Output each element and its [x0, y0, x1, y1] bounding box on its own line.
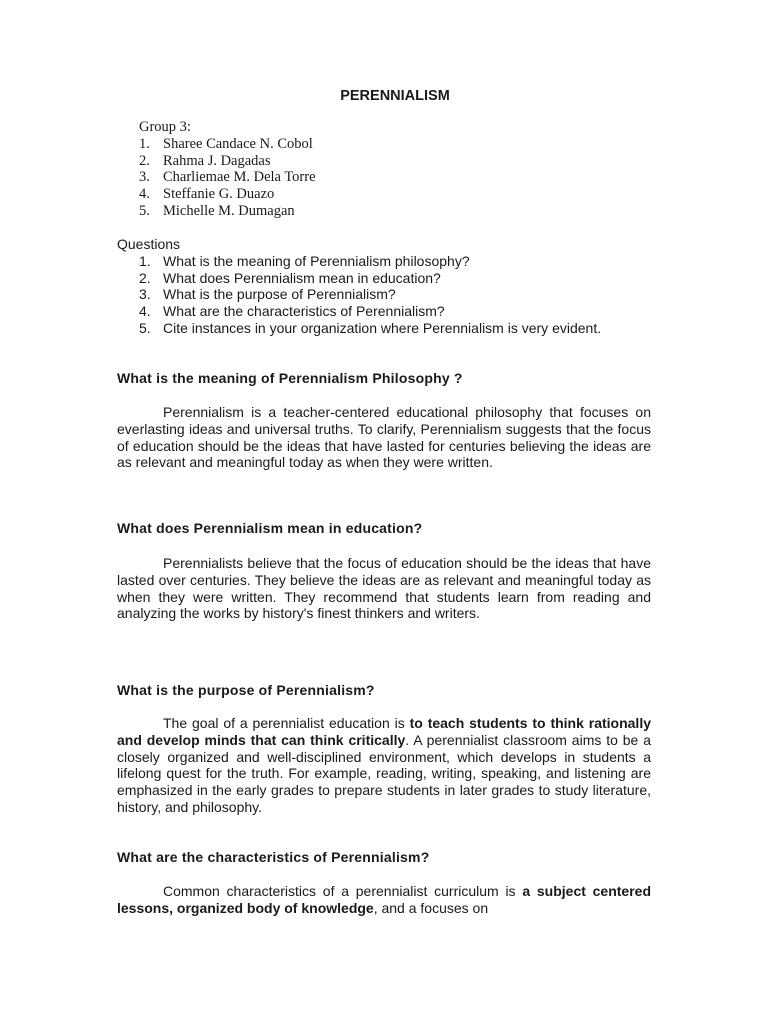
section-body-meaning [117, 404, 651, 471]
group-member [139, 186, 316, 203]
section-body-education [117, 555, 651, 622]
member-number: 4. [139, 186, 150, 203]
member-name: Steffanie G. Duazo [163, 186, 275, 203]
body-text-bold: a subject centered lessons, organized body of knowledge [117, 883, 652, 916]
question-text: What is the purpose of Perennialism? [163, 286, 396, 303]
section-body-characteristics [117, 883, 651, 917]
question-text: What is the meaning of Perennialism philosophy? [163, 252, 470, 269]
question-text: What does Perennialism mean in education? [163, 269, 441, 286]
member-name: Sharee Candace N. Cobol [163, 135, 313, 152]
question-number: 4. [139, 303, 151, 320]
body-text-post: . A perennialist classroom aims to be a closely organized and well-disciplined environment, which develops in students a lifelong quest for the truth. For example, reading, writing, speaking, and listening are emphasized in the early grades to prepare students in later grades to study literature, history, and philosophy. [117, 731, 651, 815]
question-number: 3. [139, 286, 151, 303]
question-item [117, 270, 601, 287]
question-item [117, 286, 601, 303]
question-text: What are the characteristics of Perennialism? [163, 303, 445, 320]
group-block [139, 119, 316, 220]
questions-label: Questions [117, 236, 181, 252]
question-item [117, 303, 601, 320]
member-number: 3. [139, 169, 150, 186]
body-text: Perennialism is a teacher-centered educational philosophy that focuses on everlasting ideas and universal truths. To clarify, Perennialism suggests that the focus of education should be the ideas that have lasted for centuries believing the ideas are as relevant and meaningful today as when they were written. [117, 404, 651, 471]
member-number: 2. [139, 152, 150, 169]
member-name: Michelle M. Dumagan [163, 202, 295, 219]
question-number: 1. [139, 252, 151, 269]
question-item [117, 320, 601, 337]
group-member [139, 203, 316, 220]
section-body-purpose [117, 715, 651, 816]
section-heading-characteristics: What are the characteristics of Perennialism? [117, 849, 430, 865]
body-text: Perennialists believe that the focus of education should be the ideas that have lasted over centuries. They believe the ideas are as relevant and meaningful today as when they were written. They recommend that students learn from reading and analyzing the works by history's finest thinkers and writers. [117, 555, 651, 622]
body-text-bold: to teach students to think rationally and develop minds that can think critically [117, 715, 651, 748]
section-heading-meaning: What is the meaning of Perennialism Philosophy ? [117, 370, 463, 386]
question-item [117, 253, 601, 270]
member-number: 1. [139, 135, 150, 152]
body-text-post: , and a focuses on [373, 899, 489, 916]
group-member [139, 153, 316, 170]
member-name: Charliemae M. Dela Torre [163, 169, 316, 186]
group-member [139, 136, 316, 153]
group-label: Group 3: [139, 119, 191, 135]
document-title: PERENNIALISM [340, 88, 450, 104]
questions-block [117, 236, 601, 337]
body-text-pre: Common characteristics of a perennialist curriculum is [163, 883, 523, 899]
question-text: Cite instances in your organization where Perennialism is very evident. [163, 319, 602, 336]
member-name: Rahma J. Dagadas [163, 152, 271, 169]
group-member [139, 169, 316, 186]
body-text-pre: The goal of a perennialist education is [163, 715, 410, 731]
member-number: 5. [139, 202, 150, 219]
question-number: 2. [139, 269, 151, 286]
section-heading-education: What does Perennialism mean in education? [117, 520, 423, 536]
section-heading-purpose: What is the purpose of Perennialism? [117, 682, 375, 698]
question-number: 5. [139, 319, 151, 336]
